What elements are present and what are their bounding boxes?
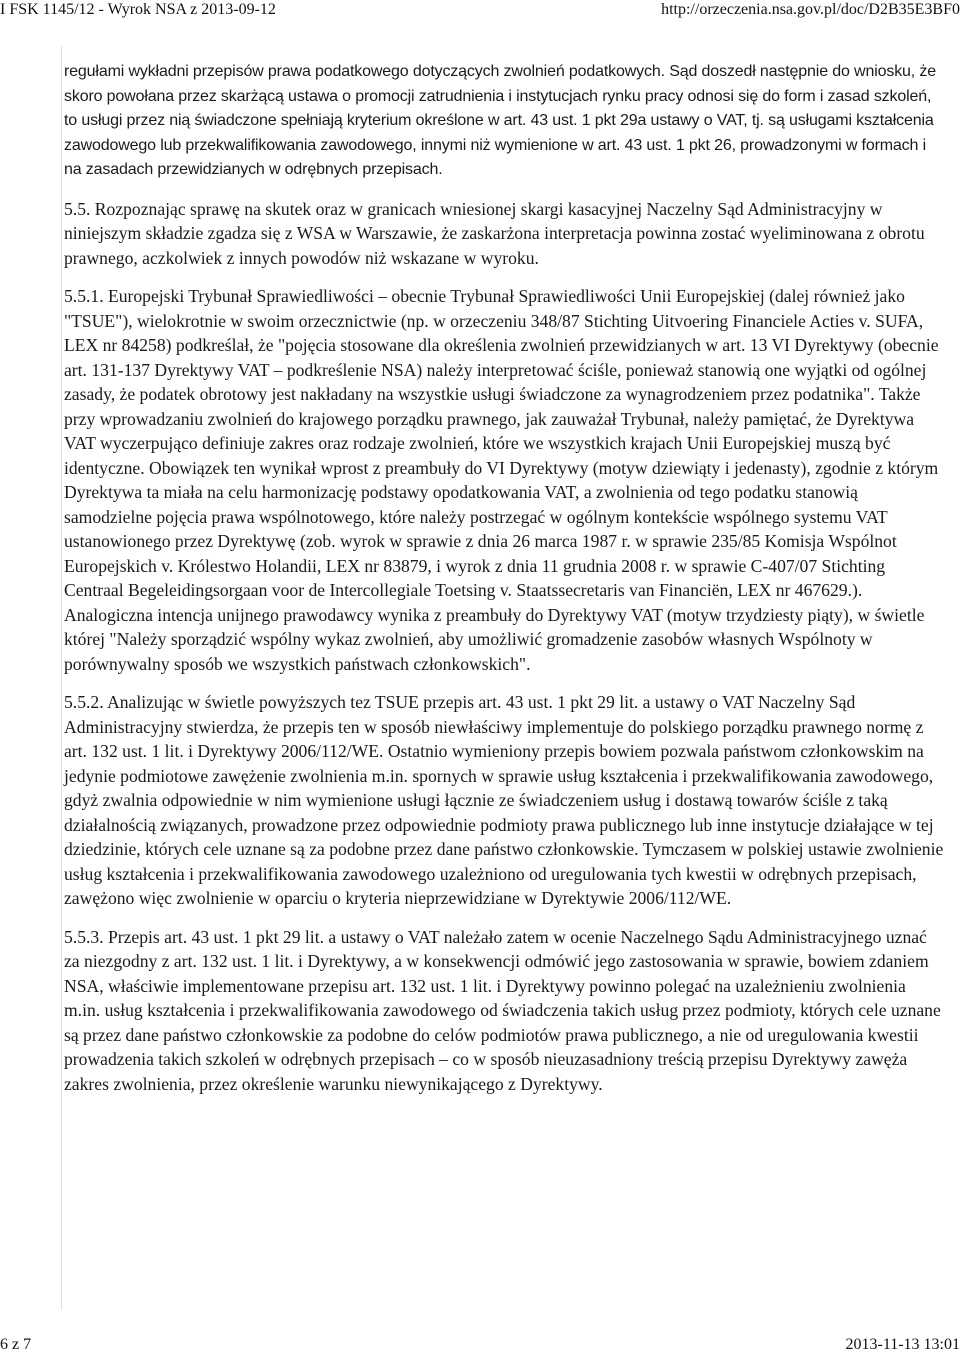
paragraph-5-5-1: 5.5.1. Europejski Trybunał Sprawiedliwości – obecnie Trybunał Sprawiedliwości Unii Europejskiej (dalej również jako "TSUE"), wielokrotnie w swoim orzecznictwie (np. w orzeczeniu 348/87 Stichting Uitvoering Financiele Acties v. SUFA, LEX nr 84258) podkreślał, że "pojęcia stosowane dla określenia zwolnień przewidzianych w art. 13 VI Dyrektywy (obecnie art. 131-137 Dyrektywy VAT – podkreślenie NSA) należy interpretować ściśle, ponieważ stanowią one wyjątki od ogólnej zasady, że podatek obrotowy jest nakładany na wszystkie usługi świadczone za wynagrodzeniem przez podatnika". Także przy wprowadzaniu zwolnień do krajowego porządku prawnego, jak zauważał Trybunał, należy pamiętać, że Dyrektywa VAT wyczerpująco definiuje zakres oraz rodzaje zwolnień, które we wszystkich krajach Unii Europejskiej muszą być identyczne. Obowiązek ten wynikał wprost z preambuły do VI Dyrektywy (motyw dziewiąty i jedenasty), zgodnie z którym Dyrektywa ta miała na celu harmonizację podstawy opodatkowania VAT, a zwolnienia od tego podatku stanowią samodzielne pojęcia prawa wspólnotowego, które należy postrzegać w ogólnym kontekście wspólnego systemu VAT ustanowionego przez Dyrektywę (zob. wyrok w sprawie z dnia 26 marca 1987 r. w sprawie 235/85 Komisja Wspólnot Europejskich v. Królestwo Holandii, LEX nr 83879, i wyrok z dnia 11 grudnia 2008 r. w sprawie C-407/07 Stichting Centraal Begeleidingsorgaan voor de Intercollegiale Toetsing v. Staatssecretaris van Financiën, LEX nr 467629.). Analogiczna intencja unijnego prawodawcy wynika z preambuły do Dyrektywy VAT (motyw trzydziesty piąty), w świetle której "Należy sporządzić wspólny wykaz zwolnień, aby umożliwić gromadzenie zasobów własnych Wspólnoty w porównywalny sposób we wszystkich państwach członkowskich". — [64, 286, 939, 674]
paragraph-5-5-2: 5.5.2. Analizując w świetle powyższych tez TSUE przepis art. 43 ust. 1 pkt 29 lit. a ustawy o VAT Naczelny Sąd Administracyjny stwierdza, że przepis ten w sposób niewłaściwy implementuje do polskiego porządku prawnego normę z art. 132 ust. 1 lit. i Dyrektywy 2006/112/WE. Ostatnio wymieniony przepis bowiem pozwala państwom członkowskim na jedynie podmiotowe zawężenie zwolnienia m.in. spornych w sprawie usług kształcenia i przekwalifikowania zawodowego, gdyż zwalnia odpowiednie w nim wymienione usługi łącznie ze świadczeniem usług i dostawą towarów ściśle z taką działalnością związanych, prowadzone przez odpowiednie podmioty prawa publicznego lub inne instytucje działające w tej dziedzinie, których cele uznane są za podobne przez dane państwo członkowskie. Tymczasem w polskiej ustawie zwolnienie usług kształcenia i przekwalifikowania zawodowego uzależniono od uregulowania tych kwestii w odrębnych przepisach, zawężono więc zwolnienie w oparciu o kryteria nieprzewidziane w Dyrektywie 2006/112/WE. — [64, 692, 944, 908]
print-timestamp: 2013-11-13 13:01 — [845, 1336, 960, 1353]
judgment-text — [64, 60, 944, 1096]
page-header — [0, 0, 960, 20]
paragraph-5-5-3: 5.5.3. Przepis art. 43 ust. 1 pkt 29 lit. a ustawy o VAT należało zatem w ocenie Naczelnego Sądu Administracyjnego uznać za niezgodny z art. 132 ust. 1 lit. i Dyrektywy, a w konsekwencji odmówić jego zastosowania w sprawie, bowiem zdaniem NSA, właściwie implementowane przepisu art. 132 ust. 1 lit. i Dyrektywy powinno polegać na uzależnieniu zwolnienia m.in. usług kształcenia i przekwalifikowania zawodowego od świadczenia takich usług przez podmioty, których cele uznane są przez dane państwo członkowskie za podobne do celów podmiotów prawa publicznego, a nie od uregulowania kwestii prowadzenia takich szkoleń w odrębnych przepisach – co w sposób nieuzasadniony treścią przepisu Dyrektywy zawęża zakres zwolnienia, przez określenie warunku niewynikającego z Dyrektywy. — [64, 926, 941, 1094]
document-url[interactable]: http://orzeczenia.nsa.gov.pl/doc/D2B35E3BF0 — [661, 1, 960, 18]
document-title: I FSK 1145/12 - Wyrok NSA z 2013-09-12 — [0, 1, 276, 18]
paragraph-5-5: 5.5. Rozpoznając sprawę na skutek oraz w granicach wniesionej skargi kasacyjnej Naczelny Sąd Administracyjny w niniejszym składzie zgadza się z WSA w Warszawie, że zaskarżona interpretacja powinna zostać wyeliminowana z obrotu prawnego, aczkolwiek z innych powodów niż wskazane w wyroku. — [64, 198, 925, 268]
paragraph-intro: regułami wykładni przepisów prawa podatkowego dotyczących zwolnień podatkowych. Sąd doszedł następnie do wniosku, że skoro powołana przez skarżącą ustawa o promocji zatrudnienia i instytucjach rynku pracy odnosi się do form i zasad szkoleń, to usługi przez nią świadczone spełniają kryterium określone w art. 43 ust. 1 pkt 29a ustawy o VAT, tj. są usługami kształcenia zawodowego lub przekwalifikowania zawodowego, innymi niż wymienione w art. 43 ust. 1 pkt 26, prowadzonymi w formach i na zasadach przewidzianych w odrębnych przepisach. — [64, 63, 936, 178]
page-footer — [0, 1335, 960, 1355]
page-number: 6 z 7 — [0, 1336, 32, 1353]
